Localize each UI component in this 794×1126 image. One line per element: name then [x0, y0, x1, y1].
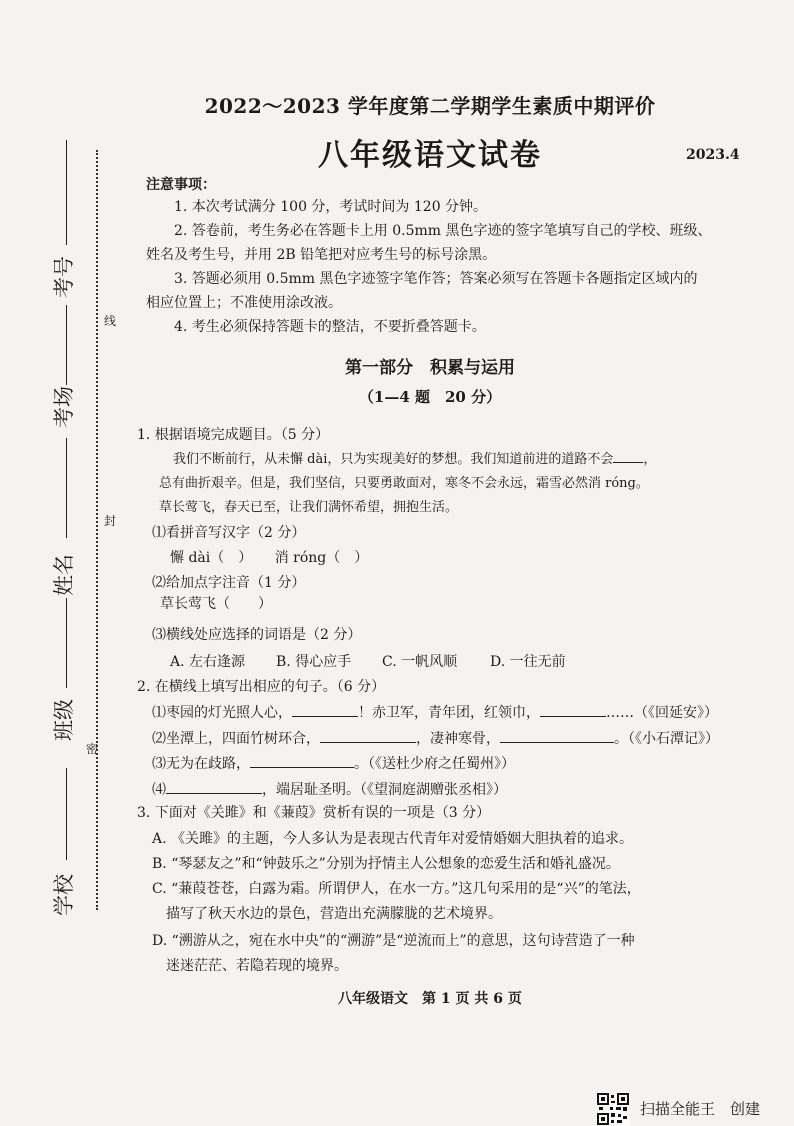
q2-line-1-text: ⑴枣园的灯光照人心， — [152, 705, 292, 721]
q3-option-a[interactable]: A. 《关雎》的主题，今人多认为是表现古代青年对爱情婚姻大胆执着的追求。 — [152, 831, 634, 847]
q2-line-4 — [152, 779, 732, 801]
name-label: 姓名 — [52, 554, 76, 596]
q1-passage-line: 草长莺飞，春天已至，让我们满怀希望，拥抱生活。 — [159, 500, 459, 515]
exam-date: 2023.4 — [686, 147, 740, 163]
q2-line-4-text: ⑷ — [152, 782, 166, 798]
q2-line-4-source: ，端居耻圣明。（《望洞庭湖赠张丞相》） — [262, 782, 507, 798]
q2-line-3-source: 。（《送杜少府之任蜀州》） — [354, 756, 515, 772]
q2-line-3-text: ⑶无为在歧路， — [152, 756, 250, 772]
q1-sub1-items — [170, 547, 750, 569]
exam-room-label: 考场 — [52, 386, 76, 428]
notice-item: 3. 答题必须用 0.5mm 黑色字迹签字笔作答；答案必须写在答题卡各题指定区域内的 — [174, 271, 698, 287]
scanner-watermark: 扫描全能王 创建 — [640, 1100, 761, 1118]
q1-sub1-item-b[interactable]: 消 róng（ ） — [274, 550, 369, 566]
name-line — [66, 438, 67, 538]
binding-word-xian: 线 — [104, 314, 117, 328]
exam-number-label: 考号 — [52, 256, 76, 298]
q1-passage-comma: ， — [643, 452, 657, 467]
section-title: 第一部分 积累与运用 — [345, 358, 515, 378]
q1-option-b[interactable]: B. 得心应手 — [276, 654, 352, 670]
q2-blank-3[interactable] — [320, 730, 416, 743]
notice-title: 注意事项： — [146, 177, 216, 193]
exam-subtitle: 八年级语文试卷 — [318, 138, 542, 173]
q3-stem: 3. 下面对《关雎》和《蒹葭》赏析有误的一项是（3 分） — [137, 805, 491, 821]
q1-option-d[interactable]: D. 一往无前 — [490, 654, 566, 670]
q1-options — [170, 651, 750, 673]
binding-word-mi: 密 — [86, 742, 99, 756]
page-footer: 八年级语文 第 1 页 共 6 页 — [338, 991, 522, 1007]
q1-passage-line: 总有曲折艰辛。但是，我们坚信，只要勇敢面对，寒冬不会永远，霜雪必然消 róng。 — [159, 476, 649, 491]
q1-passage-line: 我们不断前行，从未懈 dài，只为实现美好的梦想。我们知道前进的道路不会 — [173, 452, 614, 467]
binding-word-feng: 封 — [104, 514, 117, 528]
q3-option-d-cont: 迷迷茫茫、若隐若现的境界。 — [166, 958, 348, 974]
q2-blank-4[interactable] — [500, 730, 614, 743]
q1-passage — [159, 448, 733, 520]
q2-line-1 — [152, 702, 732, 724]
notice-item: 相应位置上；不准使用涂改液。 — [146, 295, 342, 311]
q2-line-2-source: 。（《小石潭记》） — [614, 731, 719, 747]
q3-option-c-cont: 描写了秋天水边的景色，营造出充满朦胧的艺术境界。 — [166, 906, 502, 922]
exam-title: 2022～2023 学年度第二学期学生素质中期评价 — [204, 94, 656, 118]
q1-sub1: ⑴看拼音写汉字（2 分） — [152, 525, 306, 541]
q3-option-c[interactable]: C. “蒹葭苍苍，白露为霜。所谓伊人，在水一方。”这几句采用的是“兴”的笔法， — [152, 881, 641, 897]
q1-sub2-item[interactable]: 草长莺飞（ ） — [160, 596, 272, 612]
q2-line-1-source: ……（《回延安》） — [606, 705, 718, 721]
school-label: 学校 — [52, 874, 76, 916]
q1-option-c[interactable]: C. 一帆风顺 — [382, 654, 458, 670]
q2-line-2-text: ，凄神寒骨， — [416, 731, 500, 747]
q2-line-2-text: ⑵坐潭上，四面竹树环合， — [152, 731, 320, 747]
notice-item: 2. 答卷前，考生务必在答题卡上用 0.5mm 黑色字迹的签字笔填写自己的学校、班级、 — [174, 223, 712, 239]
q2-line-2 — [152, 728, 732, 750]
notice-list — [146, 197, 736, 337]
q2-blank-2[interactable] — [540, 704, 606, 717]
notice-item: 1. 本次考试满分 100 分，考试时间为 120 分钟。 — [174, 199, 488, 215]
q2-blank-1[interactable] — [292, 704, 358, 717]
notice-item: 4. 考生必须保持答题卡的整洁，不要折叠答题卡。 — [174, 319, 486, 335]
q1-sub3: ⑶横线处应选择的词语是（2 分） — [152, 627, 362, 643]
q2-line-1-text: ！赤卫军，青年团，红领巾， — [358, 705, 540, 721]
notice-item: 姓名及考生号，并用 2B 铅笔把对应考生号的标号涂黑。 — [146, 247, 497, 263]
q1-stem: 1. 根据语境完成题目。（5 分） — [137, 427, 330, 443]
q1-sub2: ⑵给加点字注音（1 分） — [152, 575, 306, 591]
q3-option-d[interactable]: D. “溯游从之，宛在水中央”的“溯游”是“逆流而上”的意思，这句诗营造了一种 — [152, 933, 635, 949]
qr-code-icon — [596, 1092, 630, 1126]
q2-stem: 2. 在横线上填写出相应的句子。（6 分） — [137, 679, 386, 695]
class-label: 班级 — [52, 699, 76, 741]
q2-line-3 — [152, 753, 732, 775]
school-line — [66, 768, 67, 860]
section-range: （1—4 题 20 分） — [358, 388, 502, 406]
q1-option-a[interactable]: A. 左右逢源 — [170, 654, 246, 670]
q2-blank-5[interactable] — [250, 755, 354, 768]
q1-answer-blank[interactable] — [613, 450, 643, 463]
q3-option-b[interactable]: B. “琴瑟友之”和“钟鼓乐之”分别为抒情主人公想象的恋爱生活和婚礼盛况。 — [152, 856, 620, 872]
class-line — [66, 598, 67, 688]
q2-blank-6[interactable] — [166, 781, 262, 794]
binding-dotted-line — [96, 150, 98, 910]
q1-sub1-item-a[interactable]: 懈 dài（ ） — [170, 550, 253, 566]
